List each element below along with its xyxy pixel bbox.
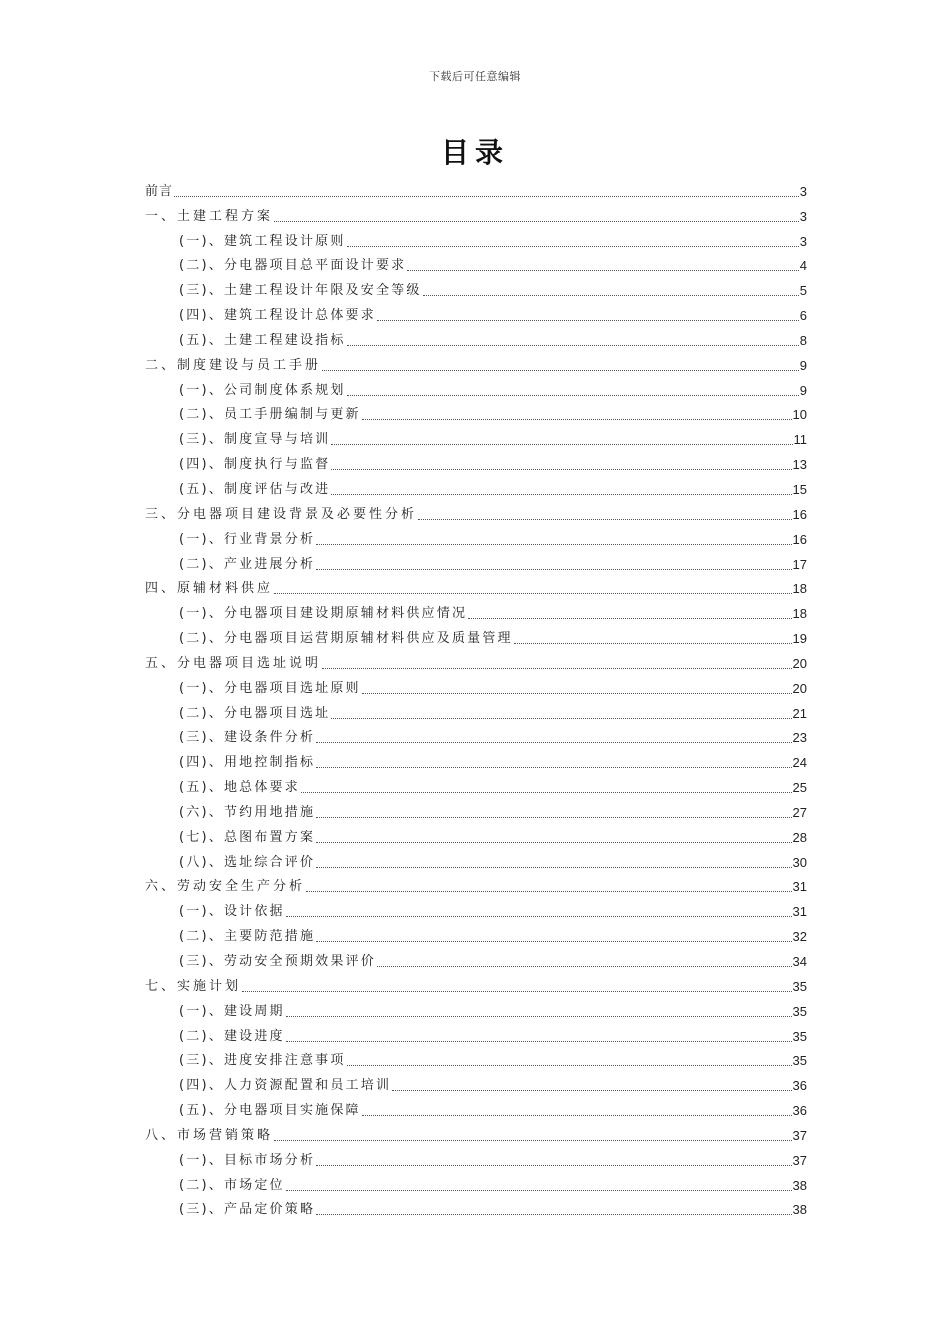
dot-leader xyxy=(347,344,799,346)
toc-entry[interactable] xyxy=(145,920,807,945)
toc-entry-label: (二)、产业进展分析 xyxy=(179,556,316,572)
toc-entry[interactable] xyxy=(145,1119,807,1144)
dot-leader xyxy=(316,1164,791,1166)
dot-leader xyxy=(316,866,791,868)
toc-entry-page: 6 xyxy=(799,308,807,324)
toc-entry-page: 37 xyxy=(792,1152,807,1168)
toc-entry-page: 8 xyxy=(799,332,807,348)
dot-leader xyxy=(286,1040,792,1042)
toc-entry-page: 34 xyxy=(792,954,807,969)
toc-entry-page: 31 xyxy=(792,879,807,895)
toc-entry[interactable] xyxy=(145,523,807,548)
dot-leader xyxy=(331,717,791,719)
dot-leader xyxy=(362,692,792,694)
toc-entry-label: (一)、目标市场分析 xyxy=(179,1152,316,1168)
toc-entry-label: (八)、选址综合评价 xyxy=(179,854,316,870)
toc-entry-label: 四、原辅材料供应 xyxy=(145,581,274,597)
toc-entry[interactable] xyxy=(145,1194,807,1219)
toc-entry[interactable] xyxy=(145,622,807,647)
dot-leader xyxy=(514,642,792,644)
dot-leader xyxy=(316,766,791,768)
toc-entry-label: (三)、产品定价策略 xyxy=(179,1202,316,1218)
toc-entry[interactable] xyxy=(145,1045,807,1070)
toc-entry-label: (三)、制度宣导与培训 xyxy=(179,432,331,448)
toc-entry[interactable] xyxy=(145,647,807,672)
dot-leader xyxy=(316,543,791,545)
toc-entry-label: (四)、制度执行与监督 xyxy=(179,457,331,473)
toc-entry-page: 35 xyxy=(792,978,807,994)
table-of-contents xyxy=(145,175,807,1218)
toc-entry[interactable] xyxy=(145,225,807,250)
toc-entry-page: 11 xyxy=(793,432,807,448)
dot-leader xyxy=(274,220,799,222)
toc-entry-label: (二)、分电器项目总平面设计要求 xyxy=(179,258,407,274)
dot-leader xyxy=(316,940,791,942)
toc-entry-page: 24 xyxy=(792,755,807,771)
toc-entry-label: (五)、地总体要求 xyxy=(179,780,300,796)
toc-entry-page: 9 xyxy=(799,357,807,373)
toc-entry-page: 16 xyxy=(792,531,807,547)
toc-entry[interactable] xyxy=(145,200,807,225)
toc-entry[interactable] xyxy=(145,548,807,573)
toc-entry-page: 27 xyxy=(792,804,807,820)
toc-entry-label: (四)、用地控制指标 xyxy=(179,755,316,771)
toc-entry-page: 32 xyxy=(792,929,807,945)
dot-leader xyxy=(174,195,799,197)
toc-entry-label: (一)、公司制度体系规划 xyxy=(179,382,346,398)
toc-entry-label: 八、市场营销策略 xyxy=(145,1127,274,1143)
toc-entry[interactable] xyxy=(145,324,807,349)
toc-entry[interactable] xyxy=(145,821,807,846)
dot-leader xyxy=(274,1139,792,1141)
toc-entry-label: (三)、建设条件分析 xyxy=(179,730,316,746)
toc-entry-page: 21 xyxy=(792,705,807,721)
toc-entry[interactable] xyxy=(145,970,807,995)
dot-leader xyxy=(316,568,791,570)
toc-entry-page: 31 xyxy=(792,904,807,920)
toc-entry-page: 17 xyxy=(792,556,807,572)
dot-leader xyxy=(362,418,792,420)
toc-entry[interactable] xyxy=(145,175,807,200)
toc-entry[interactable] xyxy=(145,374,807,399)
toc-entry-label: (一)、建设周期 xyxy=(179,1003,285,1019)
dot-leader xyxy=(286,1015,792,1017)
toc-entry-label: 一、土建工程方案 xyxy=(145,208,274,224)
toc-entry-page: 35 xyxy=(792,1028,807,1044)
toc-entry-page: 25 xyxy=(792,780,807,796)
toc-entry[interactable] xyxy=(145,597,807,622)
dot-leader xyxy=(286,915,792,917)
toc-entry-label: (二)、员工手册编制与更新 xyxy=(179,407,361,423)
toc-entry[interactable] xyxy=(145,1069,807,1094)
toc-entry[interactable] xyxy=(145,746,807,771)
toc-entry-label: (一)、行业背景分析 xyxy=(179,531,316,547)
toc-entry-label: (一)、建筑工程设计原则 xyxy=(179,233,346,249)
dot-leader xyxy=(316,816,791,818)
dot-leader xyxy=(274,592,792,594)
toc-entry-label: 六、劳动安全生产分析 xyxy=(145,879,306,895)
toc-entry-page: 35 xyxy=(792,1003,807,1019)
toc-entry-label: (二)、主要防范措施 xyxy=(179,929,316,945)
toc-entry-page: 5 xyxy=(799,283,807,299)
dot-leader xyxy=(316,841,791,843)
toc-entry-label: (一)、分电器项目建设期原辅材料供应情况 xyxy=(179,606,468,622)
toc-entry-label: (五)、制度评估与改进 xyxy=(179,481,331,497)
toc-entry-page: 35 xyxy=(792,1053,807,1069)
dot-leader xyxy=(377,319,799,321)
dot-leader xyxy=(347,245,799,247)
toc-entry-page: 13 xyxy=(792,457,807,473)
dot-leader xyxy=(286,1189,792,1191)
toc-entry[interactable] xyxy=(145,771,807,796)
toc-entry-page: 20 xyxy=(792,655,807,671)
dot-leader xyxy=(322,369,799,371)
toc-entry[interactable] xyxy=(145,399,807,424)
dot-leader xyxy=(306,890,792,892)
toc-entry-label: (二)、建设进度 xyxy=(179,1028,285,1044)
toc-entry-page: 18 xyxy=(792,606,807,622)
toc-entry-page: 4 xyxy=(799,258,807,274)
dot-leader xyxy=(423,294,799,296)
dot-leader xyxy=(242,990,792,992)
dot-leader xyxy=(331,493,791,495)
toc-entry-page: 20 xyxy=(792,680,807,696)
toc-entry[interactable] xyxy=(145,573,807,598)
toc-entry-page: 36 xyxy=(792,1078,807,1094)
dot-leader xyxy=(468,617,791,619)
toc-entry-label: 二、制度建设与员工手册 xyxy=(145,357,322,373)
dot-leader xyxy=(316,741,791,743)
toc-entry-label: (二)、市场定位 xyxy=(179,1177,285,1193)
toc-entry-label: 五、分电器项目选址说明 xyxy=(145,655,322,671)
toc-entry-page: 37 xyxy=(792,1127,807,1143)
toc-entry-label: 七、实施计划 xyxy=(145,978,242,994)
toc-entry-label: (五)、土建工程建设指标 xyxy=(179,332,346,348)
toc-entry-page: 36 xyxy=(792,1103,807,1119)
toc-entry[interactable] xyxy=(145,448,807,473)
toc-entry[interactable] xyxy=(145,995,807,1020)
toc-entry-label: (四)、建筑工程设计总体要求 xyxy=(179,308,376,324)
toc-entry[interactable] xyxy=(145,473,807,498)
dot-leader xyxy=(316,1213,791,1215)
toc-entry-page: 38 xyxy=(792,1177,807,1193)
toc-entry[interactable] xyxy=(145,274,807,299)
toc-entry-page: 23 xyxy=(792,730,807,746)
toc-entry-page: 3 xyxy=(799,208,807,224)
toc-entry-page: 10 xyxy=(792,407,807,423)
toc-entry-page: 16 xyxy=(792,506,807,522)
toc-entry-page: 18 xyxy=(792,581,807,597)
toc-entry-label: (三)、劳动安全预期效果评价 xyxy=(179,954,376,969)
toc-entry-label: (四)、人力资源配置和员工培训 xyxy=(179,1078,392,1094)
toc-entry-label: (三)、土建工程设计年限及安全等级 xyxy=(179,283,422,299)
toc-entry-label: 三、分电器项目建设背景及必要性分析 xyxy=(145,506,418,522)
toc-entry-page: 3 xyxy=(799,183,807,199)
toc-entry-label: (七)、总图布置方案 xyxy=(179,829,316,845)
toc-entry[interactable] xyxy=(145,299,807,324)
toc-entry[interactable] xyxy=(145,871,807,896)
toc-title: 目录 xyxy=(440,136,509,169)
toc-entry[interactable] xyxy=(145,697,807,722)
dot-leader xyxy=(407,269,798,271)
toc-entry-label: (六)、节约用地措施 xyxy=(179,804,316,820)
toc-entry-label: 前言 xyxy=(145,183,174,199)
toc-entry-page: 3 xyxy=(799,233,807,249)
toc-entry-page: 9 xyxy=(799,382,807,398)
toc-entry-page: 28 xyxy=(792,829,807,845)
toc-entry[interactable] xyxy=(145,250,807,275)
toc-entry[interactable] xyxy=(145,498,807,523)
dot-leader xyxy=(301,791,792,793)
toc-entry[interactable] xyxy=(145,1169,807,1194)
toc-entry-label: (一)、设计依据 xyxy=(179,904,285,920)
toc-entry-page: 38 xyxy=(792,1202,807,1218)
dot-leader xyxy=(418,518,792,520)
dot-leader xyxy=(331,468,791,470)
toc-entry[interactable] xyxy=(145,796,807,821)
toc-entry[interactable] xyxy=(145,1094,807,1119)
toc-entry[interactable] xyxy=(145,672,807,697)
toc-entry[interactable] xyxy=(145,1020,807,1045)
toc-entry[interactable] xyxy=(145,423,807,448)
header-note: 下载后可任意编辑 xyxy=(429,70,521,83)
toc-entry-label: (三)、进度安排注意事项 xyxy=(179,1053,346,1069)
toc-entry-label: (一)、分电器项目选址原则 xyxy=(179,680,361,696)
toc-entry-label: (二)、分电器项目运营期原辅材料供应及质量管理 xyxy=(179,631,513,647)
dot-leader xyxy=(322,667,792,669)
toc-entry[interactable] xyxy=(145,895,807,920)
dot-leader xyxy=(347,394,799,396)
toc-entry-page: 15 xyxy=(792,481,807,497)
dot-leader xyxy=(392,1089,791,1091)
toc-entry-label: (二)、分电器项目选址 xyxy=(179,705,331,721)
dot-leader xyxy=(331,443,792,445)
toc-entry-page: 30 xyxy=(792,854,807,870)
toc-entry-page: 19 xyxy=(792,631,807,647)
toc-entry-label: (五)、分电器项目实施保障 xyxy=(179,1103,361,1119)
toc-entry[interactable] xyxy=(145,1144,807,1169)
dot-leader xyxy=(362,1114,792,1116)
toc-entry[interactable] xyxy=(145,349,807,374)
dot-leader xyxy=(377,965,792,967)
toc-entry[interactable] xyxy=(145,945,807,970)
toc-entry[interactable] xyxy=(145,722,807,747)
toc-entry[interactable] xyxy=(145,846,807,871)
dot-leader xyxy=(347,1064,792,1066)
